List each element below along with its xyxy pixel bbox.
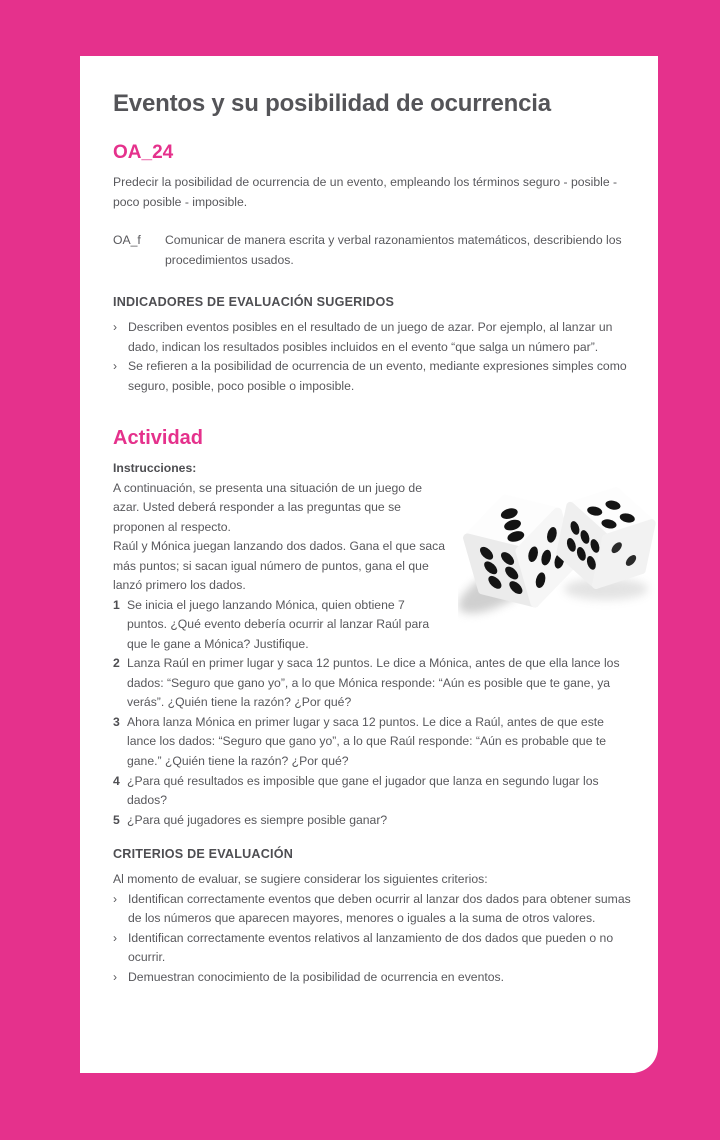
actividad-heading: Actividad bbox=[113, 427, 204, 450]
indicador-item bbox=[113, 318, 632, 357]
criterio-item bbox=[113, 890, 632, 929]
question-number: 1 bbox=[113, 597, 120, 612]
oaf-text: Comunicar de manera escrita y verbal razonamientos matemáticos, describiendo los procedimientos usados. bbox=[165, 233, 622, 267]
question-item bbox=[113, 713, 632, 772]
question-text: ¿Para qué jugadores es siempre posible ganar? bbox=[127, 812, 388, 827]
right-die bbox=[555, 482, 656, 593]
question-number: 2 bbox=[113, 656, 120, 671]
question-text: ¿Para qué resultados es imposible que gane el jugador que lanza en segundo lugar los dados? bbox=[127, 773, 599, 808]
question-number: 3 bbox=[113, 714, 120, 729]
criterio-text: Identifican correctamente eventos que deben ocurrir al lanzar dos dados para obtener sumas de los números que aparecen mayores, menores o iguales a la suma de otros valores. bbox=[128, 891, 631, 926]
bullet-icon: › bbox=[113, 930, 118, 945]
actividad-intro: Raúl y Mónica juegan lanzando dos dados. Gana el que saca más puntos; si sacan igual número de puntos, gana el que lanzó primero los dados. bbox=[113, 539, 445, 593]
criterio-text: Demuestran conocimiento de la posibilidad de ocurrencia en eventos. bbox=[128, 969, 505, 984]
oa24-text: Predecir la posibilidad de ocurrencia de un evento, empleando los términos seguro - posible - poco posible - imposible. bbox=[113, 174, 618, 209]
oaf-label: OA_f bbox=[113, 233, 141, 248]
question-item bbox=[113, 654, 632, 713]
question-item bbox=[113, 811, 632, 831]
criterios-section bbox=[113, 844, 632, 987]
oa24-heading: OA_24 bbox=[113, 141, 174, 163]
oaf-row bbox=[113, 231, 632, 270]
instructions-label: Instrucciones: bbox=[113, 461, 197, 476]
criterio-text: Identifican correctamente eventos relativos al lanzamiento de dos dados que pueden o no ocurrir. bbox=[128, 930, 614, 965]
criterios-intro: Al momento de evaluar, se sugiere considerar los siguientes criterios: bbox=[113, 872, 488, 887]
criterio-item bbox=[113, 968, 632, 988]
page-title: Eventos y su posibilidad de ocurrencia bbox=[113, 90, 551, 117]
question-number: 4 bbox=[113, 773, 120, 788]
question-text: Se inicia el juego lanzando Mónica, quien obtiene 7 puntos. ¿Qué evento debería ocurrir al lanzar Raúl para que le gane a Mónica? Justifique. bbox=[127, 597, 430, 651]
bullet-icon: › bbox=[113, 969, 118, 984]
bullet-icon: › bbox=[113, 320, 118, 335]
question-item bbox=[113, 772, 632, 811]
question-text: Ahora lanza Mónica en primer lugar y saca 12 puntos. Le dice a Raúl, antes de que este lance los dados: “Seguro que gano yo”, a lo que Raúl responde: “Aún es probable que te gane.” ¿Quién tiene la razón? ¿Por qué? bbox=[127, 714, 607, 768]
bullet-icon: › bbox=[113, 359, 118, 374]
indicador-text: Describen eventos posibles en el resultado de un juego de azar. Por ejemplo, al lanzar un dado, indican los resultados posibles incluidos en el evento “que salga un número par”. bbox=[128, 320, 613, 354]
indicadores-heading: INDICADORES DE EVALUACIÓN SUGERIDOS bbox=[113, 295, 395, 310]
actividad-intro: A continuación, se presenta una situación de un juego de azar. Usted deberá responder a las preguntas que se proponen al respecto. bbox=[113, 480, 422, 534]
question-item bbox=[113, 596, 632, 655]
bullet-icon: › bbox=[113, 891, 118, 906]
criterio-item bbox=[113, 929, 632, 968]
indicador-text: Se refieren a la posibilidad de ocurrencia de un evento, mediante expresiones simples como seguro, posible, poco posible o imposible. bbox=[128, 359, 627, 393]
document-page bbox=[80, 56, 658, 1073]
criterios-heading: CRITERIOS DE EVALUACIÓN bbox=[113, 847, 293, 862]
indicador-item bbox=[113, 357, 632, 396]
question-text: Lanza Raúl en primer lugar y saca 12 puntos. Le dice a Mónica, antes de que ella lance los dados: “Seguro que gano yo”, a lo que Mónica responde: “Aún es posible que te gane, ya verás”. ¿Quién tiene la razón? ¿Por qué? bbox=[127, 656, 620, 710]
question-number: 5 bbox=[113, 812, 120, 827]
